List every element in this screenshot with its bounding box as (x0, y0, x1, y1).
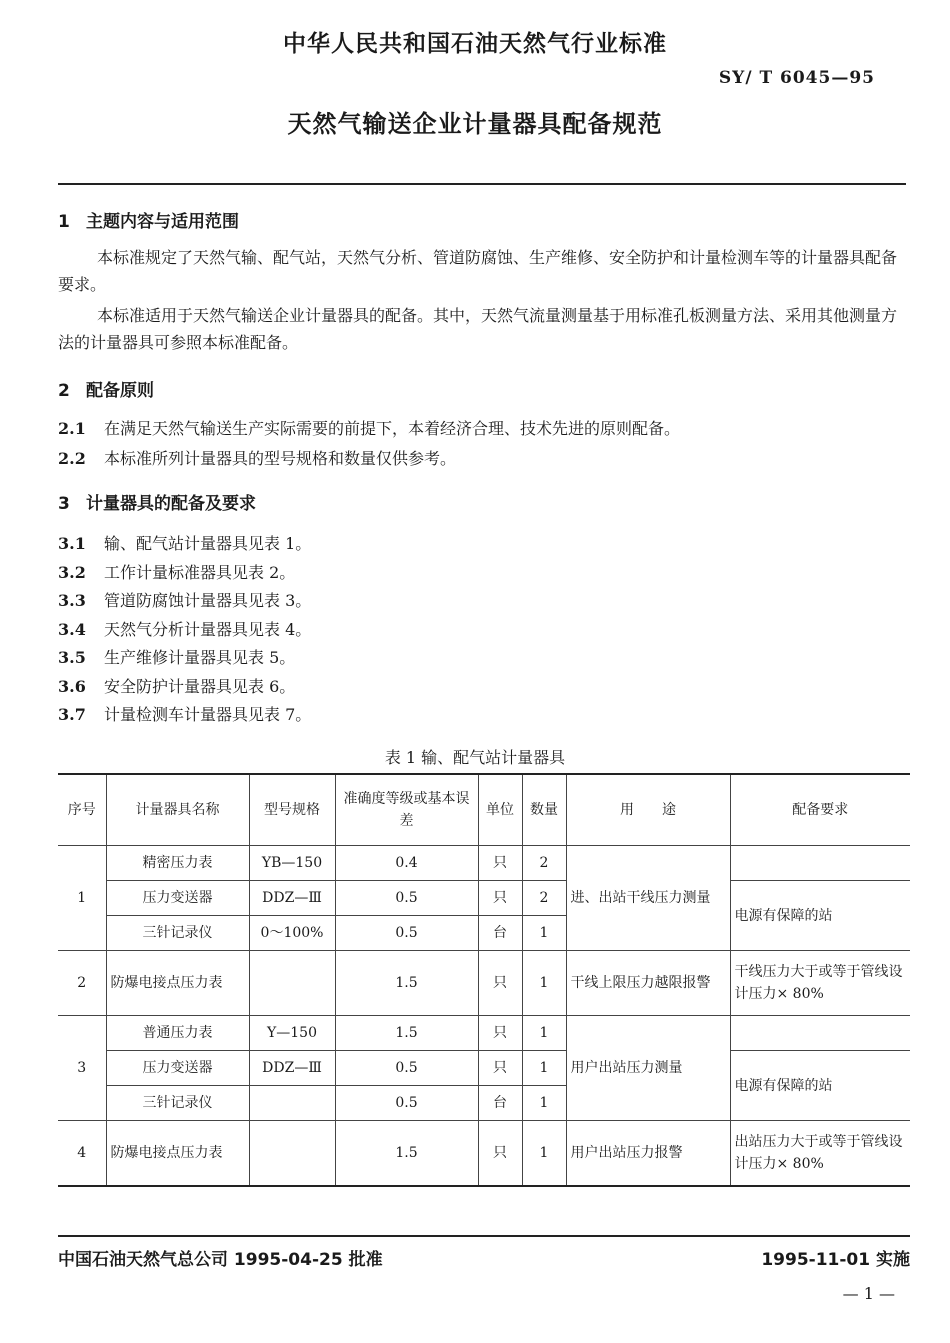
cell-use: 用户出站压力测量 (566, 1016, 730, 1121)
cell-unit: 只 (478, 951, 522, 1016)
clause-3-4: 3.4 天然气分析计量器具见表 4。 (58, 620, 312, 639)
table-1-caption: 表 1 输、配气站计量器具 (384, 748, 566, 767)
table-row (58, 1016, 910, 1051)
cell-qty: 1 (522, 1121, 566, 1186)
page-number: — 1 — (842, 1284, 895, 1303)
group-index: 4 (58, 1121, 106, 1186)
cell-accuracy: 1.5 (335, 1016, 478, 1051)
cell-accuracy: 0.4 (335, 846, 478, 881)
cell-model: YB—150 (249, 846, 335, 881)
cell-qty: 1 (522, 916, 566, 951)
cell-accuracy: 1.5 (335, 951, 478, 1016)
col-header-requirement: 配备要求 (730, 774, 910, 846)
implementation-date: 1995-11-01 实施 (761, 1250, 910, 1270)
table-row (58, 881, 910, 916)
standard-org-line: 中华人民共和国石油天然气行业标准 (283, 31, 667, 57)
table-row (58, 1121, 910, 1186)
cell-name: 普通压力表 (106, 1016, 249, 1051)
cell-model: 0～100% (249, 916, 335, 951)
cell-accuracy: 1.5 (335, 1121, 478, 1186)
table-row (58, 846, 910, 881)
clause-3-5: 3.5 生产维修计量器具见表 5。 (58, 648, 296, 667)
group-index: 1 (58, 846, 106, 951)
cell-qty: 1 (522, 951, 566, 1016)
cell-accuracy: 0.5 (335, 916, 478, 951)
cell-model (249, 1121, 335, 1186)
cell-use: 干线上限压力越限报警 (566, 951, 730, 1016)
clause-2-2: 2.2 本标准所列计量器具的型号规格和数量仅供参考。 (58, 449, 457, 468)
cell-accuracy: 0.5 (335, 881, 478, 916)
cell-qty: 1 (522, 1016, 566, 1051)
standard-code: SY/ T 6045—95 (718, 68, 875, 88)
section-3-heading: 3 计量器具的配备及要求 (58, 494, 256, 514)
section-1-heading: 1 主题内容与适用范围 (58, 212, 239, 232)
cell-accuracy: 0.5 (335, 1086, 478, 1121)
cell-qty: 2 (522, 846, 566, 881)
cell-name: 防爆电接点压力表 (106, 1121, 249, 1186)
section-2-heading: 2 配备原则 (58, 381, 154, 401)
cell-model: DDZ—Ⅲ (249, 1051, 335, 1086)
clause-3-1: 3.1 输、配气站计量器具见表 1。 (58, 534, 312, 553)
cell-model: DDZ—Ⅲ (249, 881, 335, 916)
cell-unit: 只 (478, 1121, 522, 1186)
cell-requirement-empty (730, 1016, 910, 1051)
col-header-model: 型号规格 (249, 774, 335, 846)
cell-unit: 只 (478, 1016, 522, 1051)
clause-3-6: 3.6 安全防护计量器具见表 6。 (58, 677, 296, 696)
cell-model (249, 1086, 335, 1121)
clause-3-7: 3.7 计量检测车计量器具见表 7。 (58, 705, 312, 724)
cell-accuracy: 0.5 (335, 1051, 478, 1086)
col-header-qty: 数量 (522, 774, 566, 846)
footer-rule (58, 1235, 910, 1237)
document-title: 天然气输送企业计量器具配备规范 (287, 110, 663, 138)
cell-unit: 只 (478, 1051, 522, 1086)
cell-model: Y—150 (249, 1016, 335, 1051)
cell-name: 三针记录仪 (106, 1086, 249, 1121)
cell-qty: 2 (522, 881, 566, 916)
cell-name: 精密压力表 (106, 846, 249, 881)
col-header-use: 用 途 (566, 774, 730, 846)
cell-use: 进、出站干线压力测量 (566, 846, 730, 951)
cell-requirement-empty (730, 846, 910, 881)
table-1 (58, 773, 910, 1187)
cell-unit: 台 (478, 1086, 522, 1121)
cell-model (249, 951, 335, 1016)
cell-requirement: 电源有保障的站 (730, 1051, 910, 1121)
approval-line: 中国石油天然气总公司 1995-04-25 批准 (58, 1250, 383, 1270)
cell-unit: 只 (478, 846, 522, 881)
clause-3-2: 3.2 工作计量标准器具见表 2。 (58, 563, 296, 582)
table-row (58, 951, 910, 1016)
cell-unit: 只 (478, 881, 522, 916)
header-rule (58, 183, 906, 185)
cell-name: 压力变送器 (106, 881, 249, 916)
clause-2-1: 2.1 在满足天然气输送生产实际需要的前提下，本着经济合理、技术先进的原则配备。 (58, 419, 681, 438)
cell-name: 压力变送器 (106, 1051, 249, 1086)
cell-requirement: 电源有保障的站 (730, 881, 910, 951)
cell-unit: 台 (478, 916, 522, 951)
group-index: 2 (58, 951, 106, 1016)
clause-3-3: 3.3 管道防腐蚀计量器具见表 3。 (58, 591, 312, 610)
cell-requirement: 出站压力大于或等于管线设计压力× 80% (730, 1121, 910, 1186)
table-row (58, 1051, 910, 1086)
table-header-row (58, 774, 910, 846)
cell-qty: 1 (522, 1086, 566, 1121)
cell-name: 三针记录仪 (106, 916, 249, 951)
section-1-paragraph-2: 本标准适用于天然气输送企业计量器具的配备。其中，天然气流量测量基于用标准孔板测量方法、采用其他测量方法的计量器具可参照本标准配备。 (58, 306, 898, 352)
cell-use: 用户出站压力报警 (566, 1121, 730, 1186)
cell-name: 防爆电接点压力表 (106, 951, 249, 1016)
col-header-accuracy: 准确度等级或基本误差 (335, 774, 478, 846)
cell-qty: 1 (522, 1051, 566, 1086)
col-header-name: 计量器具名称 (106, 774, 249, 846)
col-header-index: 序号 (58, 774, 106, 846)
section-1-paragraph-1: 本标准规定了天然气输、配气站，天然气分析、管道防腐蚀、生产维修、安全防护和计量检测车等的计量器具配备要求。 (58, 248, 898, 294)
cell-requirement: 干线压力大于或等于管线设计压力× 80% (730, 951, 910, 1016)
group-index: 3 (58, 1016, 106, 1121)
col-header-unit: 单位 (478, 774, 522, 846)
